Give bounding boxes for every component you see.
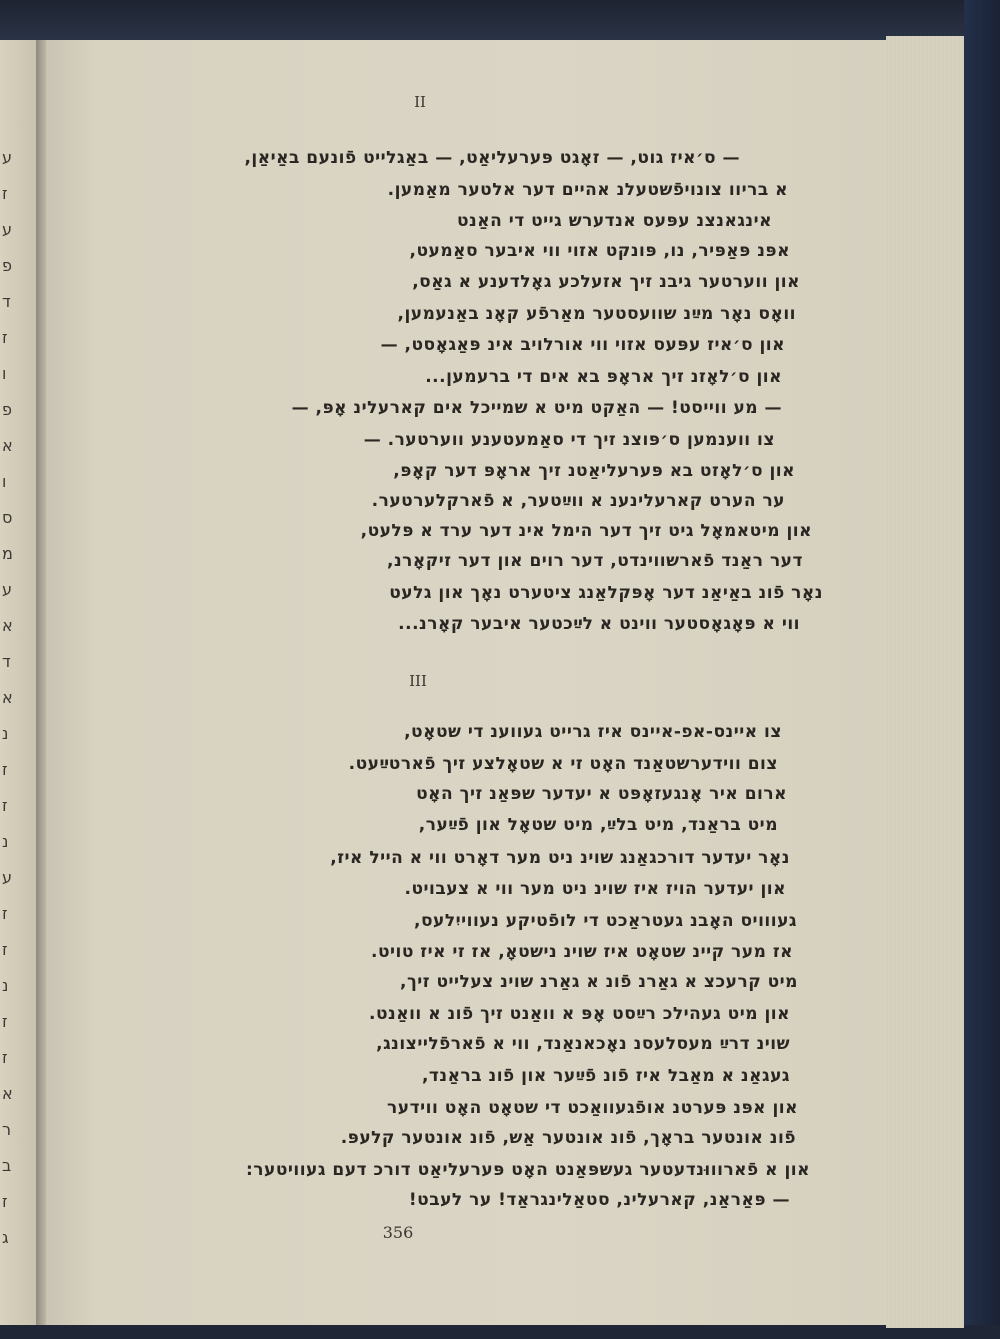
left-page-glyph: ר [2,1120,12,1139]
left-page-glyph: נ [2,724,9,743]
text-line: ער הערט קארעלינענ א ווײַטער, א פֿארקלערטער. [371,491,785,511]
text-line: פֿונ אונטער בראָך, פֿונ אונטער אַש, פֿונ אונטער קלעפּ. [340,1128,796,1148]
text-line: דער ראַנד פֿארשווינדט, דער רוים און דער זיקאָרנ, [386,551,803,571]
text-line: ווי א פּאָגאָסטער ווינט א לײַכטער איבער קאָרנ... [398,614,800,634]
text-line: און ווערטער גיבנ זיך אזעלכע גאָלדענע א גאַס, [412,272,800,292]
left-page-glyph: ז [2,184,8,203]
left-page-glyph: א [2,688,13,707]
left-page-glyph: ז [2,940,8,959]
text-line: און מיטאמאָל גיט זיך דער הימל אינ דער ערד א פּלעט, [360,521,812,541]
left-page-glyph: ע [2,868,13,887]
text-line: געווויס האָבנ געטראַכט די לופֿטיקע נעווייִלעס, [414,911,797,931]
left-page-glyph: ז [2,328,8,347]
text-line: ארום איר אָנגעזאָפּט א יעדער שפּאַנ זיך האָט [416,784,787,804]
text-line: מיט קרעכצ א גאַרנ פֿונ א גאַרנ שוינ צעלייט זיך, [399,972,798,992]
text-line: וואָס נאָר מײַנ שוועסטער מאַרפֿע קאָנ באַנעמען, [397,304,796,324]
page-number: 356 [382,1223,414,1242]
text-line: אינגאנצנ עפּעס אנדערש גייט די האַנט [456,211,772,231]
text-line: און אפּנ פּערטנ אופֿגעוואַכט די שטאָט האָט ווידער [387,1098,798,1118]
left-page-glyph: ע [2,148,13,167]
left-page-glyph: ז [2,1192,8,1211]
text-line: אז מער קיינ שטאָט איז שוינ נישטאָ, אז זי איז טויט. [371,942,793,962]
text-line: צום ווידערשטאַנד האָט זי א שטאָלצע זיך פֿארטײַעט. [348,754,778,774]
left-page-glyph: ס [2,508,13,527]
left-page-glyph: ד [2,652,11,671]
section-heading-iii: III [409,672,427,690]
left-page-glyph: א [2,436,13,455]
left-page-glyph: ז [2,796,8,815]
left-page-glyph: פ [2,256,12,275]
text-line: צו איינס-אפ-איינס איז גרייט געווענ די שטאָט, [404,722,782,742]
book-gutter [36,40,46,1325]
left-page-glyph: ז [2,1048,8,1067]
left-page-edge [0,40,38,1325]
book-cover-bottom [0,1325,1000,1339]
text-line: און ס׳איז עפּעס אזוי ווי אורלויב אינ פּאַגאָסט, — [380,335,785,355]
page-block-edges [886,36,964,1328]
text-line: — ס׳איז גוט, — זאָגט פּערעליאַט, — באַגלייט פֿונעם באַיאַן, [244,148,740,168]
text-line: געגאַנ א מאַבל איז פֿונ פֿײַער און פֿונ בראַנד, [421,1066,790,1086]
left-page-glyph: ע [2,220,13,239]
left-page-glyph: א [2,616,13,635]
left-page-glyph: ב [2,1156,12,1175]
section-heading-ii: II [414,93,426,111]
left-page-glyph: ו [2,364,7,383]
left-page-glyph: ז [2,760,8,779]
text-line: און ס׳לאָזנ זיך אראָפּ בא אים די ברעמען... [425,367,782,387]
left-page-glyph: ד [2,292,11,311]
book-cover-right [964,0,1000,1339]
left-page-glyph: נ [2,832,9,851]
text-line: אפּנ פּאַפּיר, נו, פּונקט אזוי ווי איבער סאַמעט, [409,241,790,261]
book-cover-top [0,0,1000,40]
text-line: נאָר פֿונ באַיאַנ דער אָפּקלאַנג ציטערט נאָך און גלעט [389,583,823,603]
left-page-glyph: ז [2,904,8,923]
left-page-glyph: ע [2,580,13,599]
left-page-glyph: מ [2,544,13,563]
left-page-glyph: ו [2,472,7,491]
text-line: א בריוו צונויפֿשטעלנ אהיים דער אלטער מאַמען. [387,180,788,200]
text-line: און יעדער הויז איז שוינ ניט מער ווי א צעבויט. [404,879,786,899]
left-page-glyph: פ [2,400,12,419]
text-line: און א פֿארוווּנדעטער געשפּאַנט האָט פּערעליאַט דורכ דעם געוויטער: [245,1160,810,1180]
text-line: מיט בראַנד, מיט בלײַ, מיט שטאָל און פֿײַער, [418,815,778,835]
text-line: — פּאַראַנ, קארעלינ, סטאַלינגראַד! ער לעבט! [408,1190,790,1210]
text-line: — מע ווייסט! — האַקט מיט א שמייכל אים קארעלינ אָפּ, — [291,398,782,418]
left-page-glyph: א [2,1084,13,1103]
left-page-glyph: נ [2,976,9,995]
text-line: און מיט געהילכ רײַסט אָפּ א וואַנט זיך פֿונ א וואַנט. [369,1004,790,1024]
left-page-glyph: ז [2,1012,8,1031]
left-page-glyph: ג [2,1228,9,1247]
text-line: צו ווענמען ס׳פּוצנ זיך די סאַמעטענע ווערטער. — [363,430,775,450]
text-line: און ס׳לאָזט בא פּערעליאַטנ זיך אראָפּ דער קאָפּ, [393,461,795,481]
text-line: נאָר יעדער דורכגאַנג שוינ ניט מער דאָרט ווי א הייל איז, [330,848,790,868]
text-line: שוינ דרײַ מעסלעסנ נאָכאנאַנד, ווי א פֿארפֿלייצונג, [376,1034,790,1054]
